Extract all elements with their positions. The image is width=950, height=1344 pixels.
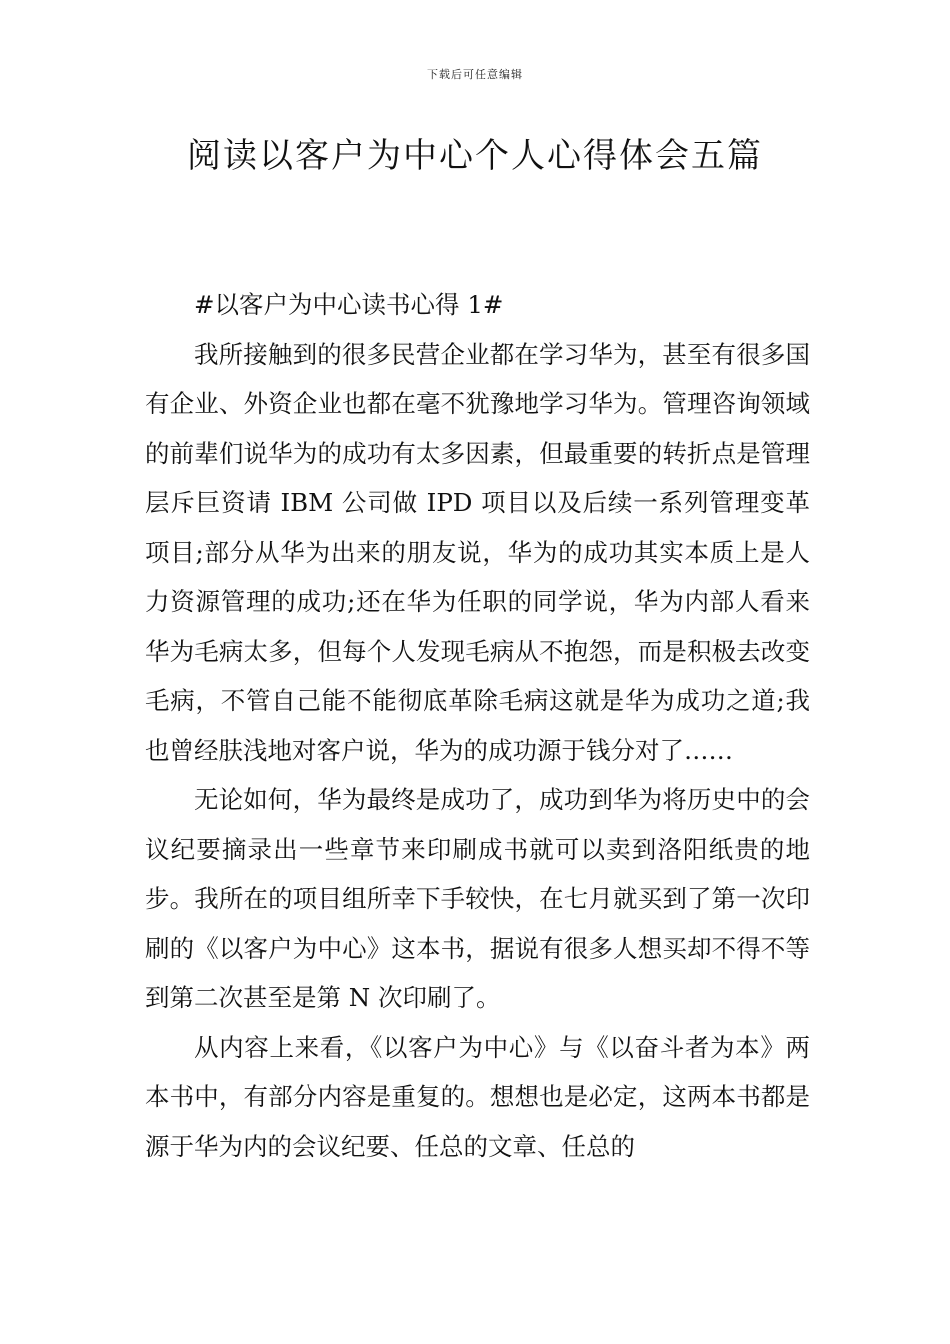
header-note: 下载后可任意编辑 bbox=[427, 68, 523, 81]
document-body bbox=[145, 280, 810, 1171]
document-title: 阅读以客户为中心个人心得体会五篇 bbox=[187, 136, 763, 176]
body-paragraph: 无论如何，华为最终是成功了，成功到华为将历史中的会议纪要摘录出一些章节来印刷成书就可以卖到洛阳纸贵的地步。我所在的项目组所幸下手较快，在七月就买到了第一次印刷的《以客户为中心》这本书，据说有很多人想买却不得不等到第二次甚至是第 N 次印刷了。 bbox=[145, 785, 810, 1012]
body-paragraph: 从内容上来看，《以客户为中心》与《以奋斗者为本》两本书中，有部分内容是重复的。想想也是必定，这两本书都是源于华为内的会议纪要、任总的文章、任总的 bbox=[145, 1032, 810, 1161]
body-paragraph: 我所接触到的很多民营企业都在学习华为，甚至有很多国有企业、外资企业也都在毫不犹豫地学习华为。管理咨询领域的前辈们说华为的成功有太多因素，但最重要的转折点是管理层斥巨资请 IBM 公司做 IPD 项目以及后续一系列管理变革项目;部分从华为出来的朋友说，华为的成功其实本质上是人力资源管理的成功;还在华为任职的同学说，华为内部人看来华为毛病太多，但每个人发现毛病从不抱怨，而是积极去改变毛病，不管自己能不能彻底革除毛病这就是华为成功之道;我也曾经肤浅地对客户说，华为的成功源于钱分对了…… bbox=[145, 339, 810, 765]
section-heading: #以客户为中心读书心得 1# bbox=[194, 290, 504, 319]
